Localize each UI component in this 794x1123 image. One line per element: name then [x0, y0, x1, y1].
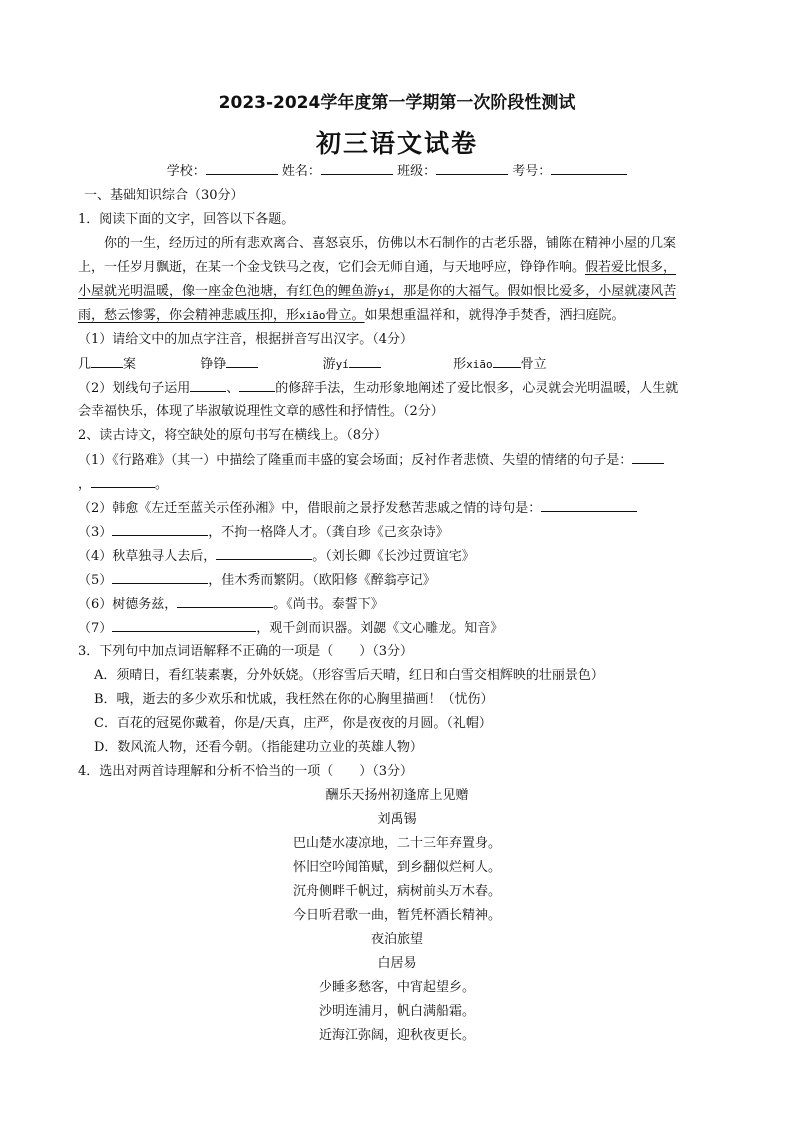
school-label: 学校：	[166, 164, 206, 179]
q2-item-5: （5） ，佳木秀而繁阴。（欧阳修《醉翁亭记》	[78, 573, 436, 588]
poem-1-line: 沉舟侧畔千帆过，病树前头万木春。	[292, 884, 501, 899]
answer-blank[interactable]	[349, 355, 381, 368]
exam-title: 2023-2024学年度第一学期第一次阶段性测试	[218, 93, 576, 113]
pinyin-yi: yí	[377, 285, 391, 298]
q1-passage-line: 上，一任岁月飘逝，在某一个金戈铁马之夜，它们会无师自通，与天地呼应，铮铮作响。假若爱比恨多，	[78, 260, 677, 275]
exam-number-blank[interactable]	[551, 162, 627, 175]
q2-item-1-cont: ， 。	[78, 477, 169, 492]
answer-blank[interactable]	[226, 355, 258, 368]
class-blank[interactable]	[436, 162, 508, 175]
answer-blank[interactable]	[177, 595, 273, 608]
answer-blank[interactable]	[91, 355, 123, 368]
section-heading: 一、基础知识综合（30分）	[84, 188, 244, 203]
q3-option-b: B．哦，逝去的多少欢乐和忧戚，我枉然在你的心胸里描画！（忧伤）	[94, 692, 494, 707]
pinyin-xiao: xiāo	[299, 309, 326, 322]
answer-blank[interactable]	[541, 499, 637, 512]
poem-2-line: 沙明连浦月，帆白满船霜。	[318, 1004, 475, 1019]
q3-option-a: A．须晴日，看红装素裹，分外妖娆。（形容雪后天晴，红日和白雪交相辉映的壮丽景色）	[94, 668, 604, 683]
q2-item-3: （3） ，不拘一格降人才。（龚自珍《己亥杂诗》	[78, 525, 449, 540]
school-blank[interactable]	[206, 162, 278, 175]
poem-2-title: 夜泊旅望	[370, 932, 423, 947]
answer-blank[interactable]	[632, 451, 664, 464]
q3-option-d: D．数风流人物，还看今朝。（指能建功立业的英雄人物）	[94, 740, 423, 755]
answer-blank[interactable]	[112, 523, 208, 536]
class-label: 班级：	[397, 164, 437, 179]
poem-1-line: 怀旧空吟闻笛赋，到乡翻似烂柯人。	[292, 860, 501, 875]
q3-option-c: C．百花的冠冕你戴着，你是/天真，庄严，你是夜夜的月圆。（礼帽）	[94, 716, 492, 731]
underlined-sentence: 假若爱比恨多，	[585, 260, 677, 275]
name-label: 姓名：	[281, 164, 321, 179]
q3-prompt: 3．下列句中加点词语解释不正确的一项是（ ）（3分）	[78, 644, 414, 659]
answer-blank[interactable]	[91, 475, 155, 488]
q1-sub2-line: （2）划线句子运用 、 的修辞手法，生动形象地阐述了爱比恨多，心灵就会光明温暖，人生就	[78, 381, 679, 396]
q1-sub2-line: 会幸福快乐，体现了毕淑敏说理性文章的感性和抒情性。（2分）	[78, 404, 444, 419]
student-info-row	[0, 160, 794, 179]
q1-passage-line	[78, 283, 676, 301]
answer-blank[interactable]	[112, 619, 256, 632]
q2-item-1: （1）《行路难》（其一）中描绘了隆重而丰盛的宴会场面；反衬作者悲愤、失望的情绪的句子是：	[78, 451, 664, 470]
q1-prompt: 1．阅读下面的文字，回答以下各题。	[78, 212, 295, 227]
q2-item-7: （7） ，观千剑而识器。刘勰《文心雕龙。知音》	[78, 621, 504, 636]
answer-blank[interactable]	[190, 379, 226, 392]
poem-2-line: 少睡多愁客，中宵起望乡。	[318, 980, 475, 995]
underlined-sentence: 小屋就光明温暖，像一座金色池塘，有红色的鲤鱼游yí，那是你的大福气。假如恨比爱多，小屋就凄风苦	[78, 284, 677, 299]
poem-1-line: 巴山楚水凄凉地，二十三年弃置身。	[292, 836, 501, 851]
answer-blank[interactable]	[239, 379, 275, 392]
poem-1-line: 今日听君歌一曲，暂凭杯酒长精神。	[292, 908, 501, 923]
q1-passage-line: 雨，愁云惨雾，你会精神悲戚压抑，形xiāo骨立。如果想重温祥和，就得净手焚香，洒扫庭院。	[78, 308, 625, 323]
q1-sub1-prompt: （1）请给文中的加点字注音，根据拼音写出汉字。（4分）	[78, 332, 414, 347]
answer-blank[interactable]	[216, 547, 312, 560]
poem-2-author: 白居易	[377, 956, 417, 971]
q2-item-2: （2）韩愈《左迁至蓝关示侄孙湘》中，借眼前之景抒发愁苦悲戚之情的诗句是：	[78, 499, 637, 518]
exam-number-label: 考号：	[512, 164, 552, 179]
q4-prompt: 4．选出对两首诗理解和分析不恰当的一项（ ）（3分）	[78, 764, 414, 779]
q2-item-6: （6）树德务兹， 。《尚书。泰誓下》	[78, 597, 384, 612]
answer-blank[interactable]	[493, 355, 521, 368]
poem-1-author: 刘禹锡	[377, 812, 417, 827]
q1-sub1-items: 几 案 铮铮 游yí 形xiāo 骨立	[78, 357, 547, 372]
q1-passage-line: 你的一生，经历过的所有悲欢离合、喜怒哀乐，仿佛以木石制作的古老乐器，铺陈在精神小屋的几案	[104, 236, 677, 251]
q2-prompt: 2、读古诗文，将空缺处的原句书写在横线上。（8分）	[78, 428, 388, 443]
underlined-sentence: 雨，愁云惨雾，你会精神悲戚压抑，形xiāo骨立。	[78, 308, 365, 323]
exam-subtitle: 初三语文试卷	[315, 129, 478, 158]
name-blank[interactable]	[321, 162, 393, 175]
q2-item-4: （4）秋草独寻人去后， 。（刘长卿《长沙过贾谊宅》	[78, 549, 475, 564]
poem-1-title: 酬乐天扬州初逢席上见赠	[325, 788, 469, 803]
poem-2-line: 近海江弥阔，迎秋夜更长。	[318, 1028, 475, 1043]
answer-blank[interactable]	[112, 571, 208, 584]
